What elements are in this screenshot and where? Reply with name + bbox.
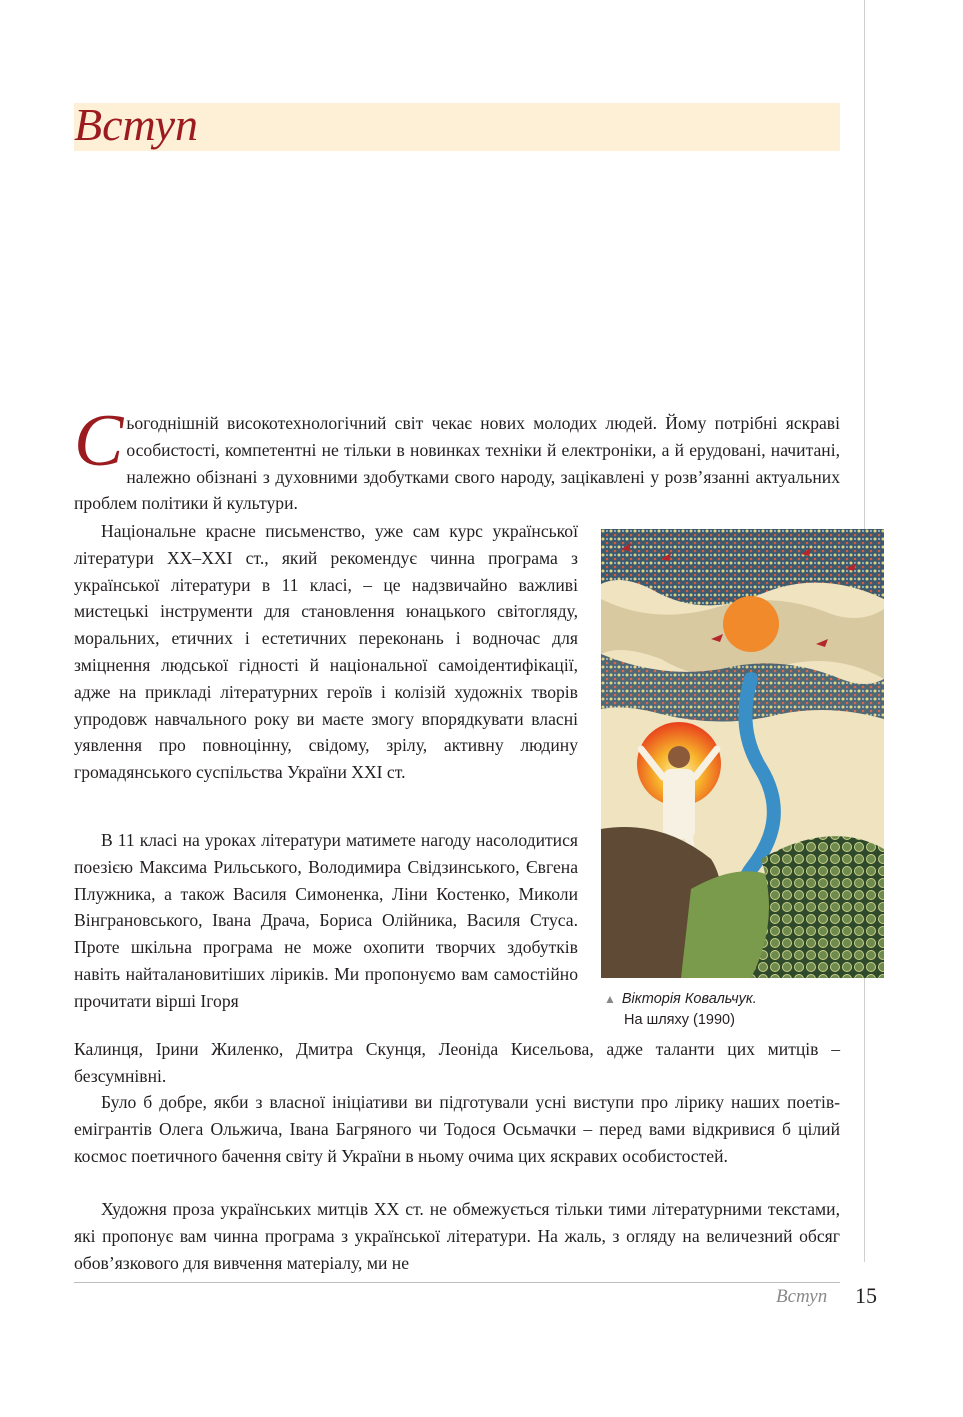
painting-hill-right — [751, 836, 884, 978]
caption-author: Вікторія Ковальчук. — [621, 991, 757, 1007]
paragraph-2: Національне красне письменство, уже сам курс української літератури ХХ–ХХІ ст., який рекомендує чинна програма з української літератури в 11 класі, – це надзвичайно важливі мистецькі інструменти для становлення юнацького світогляду, моральних, етичних і естетичних переконань і водночас для зміцнення людської гідності й національної самоідентифікації, адже на прикладі літературних героїв і колізій художніх творів упродовж навчального року ви маєте змогу впорядкувати власні уявлення про повноцінну, свідому, зрілу, активну людину громадянського суспільства України ХХІ ст. — [74, 521, 578, 783]
paragraph-3: В 11 класі на уроках літератури матимете нагоду насолодитися поезією Максима Рильського, Володимира Свідзинського, Євгена Плужника, а також Василя Симоненка, Ліни Костенко, Миколи Вінграновського, Івана Драча, Бориса Олійника, Василя Стуса. Проте шкільна програма не може охопити творчих здобутків навіть найталановитіших ліриків. Ми пропонуємо вам самостійно прочитати вірші Ігоря — [74, 830, 578, 1011]
painting-svg — [601, 529, 884, 978]
running-head: Вступ — [776, 1286, 828, 1307]
figure-caption — [604, 989, 757, 1031]
painting-figure-body — [663, 769, 695, 839]
intro-text: ьогоднішній високотехнологічний світ чекає нових молодих людей. Йому потрібні яскраві особистості, компетентні не тільки в новинках техніки й електроніки, а й ерудовані, начитані, належно обізнані з духовними здобутками свого народу, зацікавлені у розв’язанні актуальних проблем політики й культури. — [74, 413, 840, 514]
paragraph-4: Калинця, Ірини Жиленко, Дмитра Скунця, Леоніда Кисельова, адже таланти цих митців – безсумнівні. — [74, 1039, 840, 1086]
page-number: 15 — [855, 1283, 877, 1308]
paragraph-6: Художня проза українських митців ХХ ст. не обмежується тільки тими літературними текстами, які пропонує вам чинна програма з української літератури. На жаль, з огляду на величезний обсяг обов’язкового для вивчення матеріалу, ми не — [74, 1199, 840, 1273]
painting-small-sun — [723, 596, 779, 652]
footer-rule — [74, 1282, 840, 1283]
drop-cap: С — [74, 400, 124, 482]
painting-figure-head — [668, 746, 690, 768]
intro-paragraph — [74, 400, 840, 517]
paragraph-5: Було б добре, якби з власної ініціативи ви підготували усні виступи про лірику наших поетів-емігрантів Олега Ольжича, Івана Багряного чи Тодося Осьмачки – перед вами відкривися б цілий космос поетичного бачення світу й України в ньому очима цих яскравих особистостей. — [74, 1092, 840, 1166]
caption-work-title: На шляху (1990) — [624, 1012, 735, 1028]
caption-triangle-icon: ▲ — [604, 992, 616, 1006]
page-title: Вступ — [74, 99, 199, 150]
painting-illustration — [601, 529, 884, 978]
